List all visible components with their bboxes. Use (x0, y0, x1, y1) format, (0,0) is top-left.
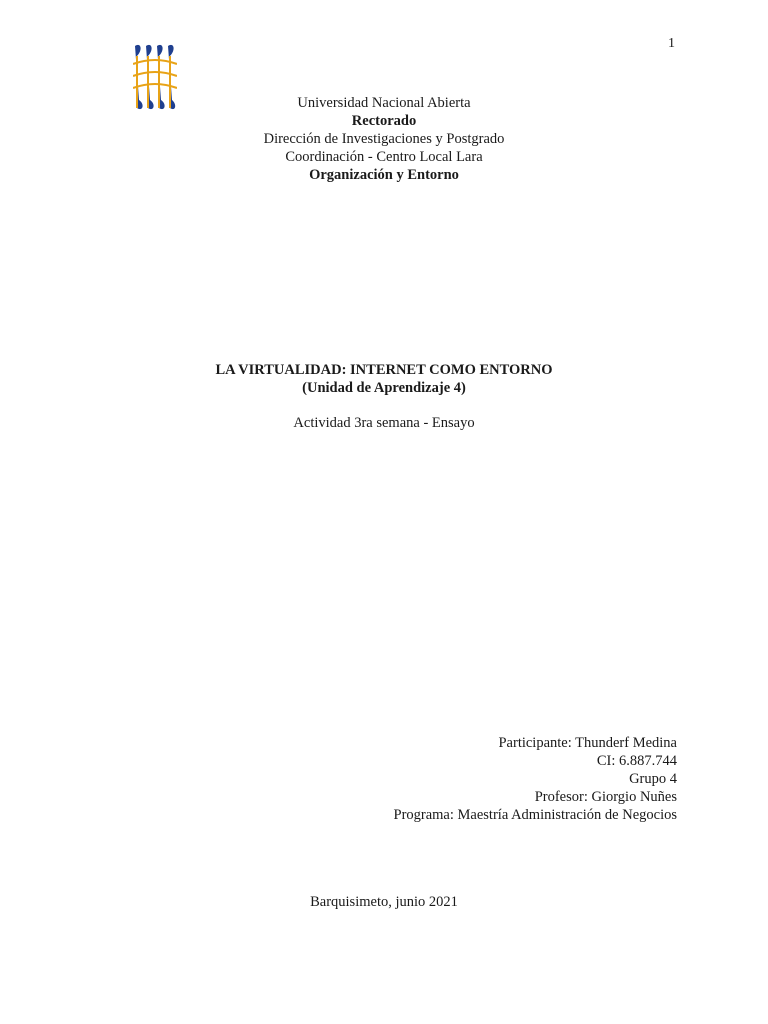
university-name: Universidad Nacional Abierta (297, 95, 471, 111)
coordination-label: Coordinación - Centro Local Lara (285, 149, 483, 165)
page-number: 1 (668, 36, 675, 51)
document-subtitle: (Unidad de Aprendizaje 4) (302, 380, 466, 396)
institution-header (0, 94, 768, 184)
participant-group: Grupo 4 (629, 771, 677, 787)
participant-name: Participante: Thunderf Medina (498, 735, 677, 751)
place-date: Barquisimeto, junio 2021 (310, 894, 458, 910)
course-name: Organización y Entorno (309, 167, 459, 183)
direction-label: Dirección de Investigaciones y Postgrado (263, 131, 505, 147)
document-title: LA VIRTUALIDAD: INTERNET COMO ENTORNO (215, 362, 553, 378)
participant-ci: CI: 6.887.744 (596, 753, 677, 769)
program-name: Programa: Maestría Administración de Negocios (393, 807, 677, 823)
activity-label: Actividad 3ra semana - Ensayo (293, 415, 475, 431)
rectorate-label: Rectorado (351, 113, 417, 129)
participant-info (394, 734, 678, 824)
professor-name: Profesor: Giorgio Nuñes (534, 789, 677, 805)
document-title-block (0, 361, 768, 397)
